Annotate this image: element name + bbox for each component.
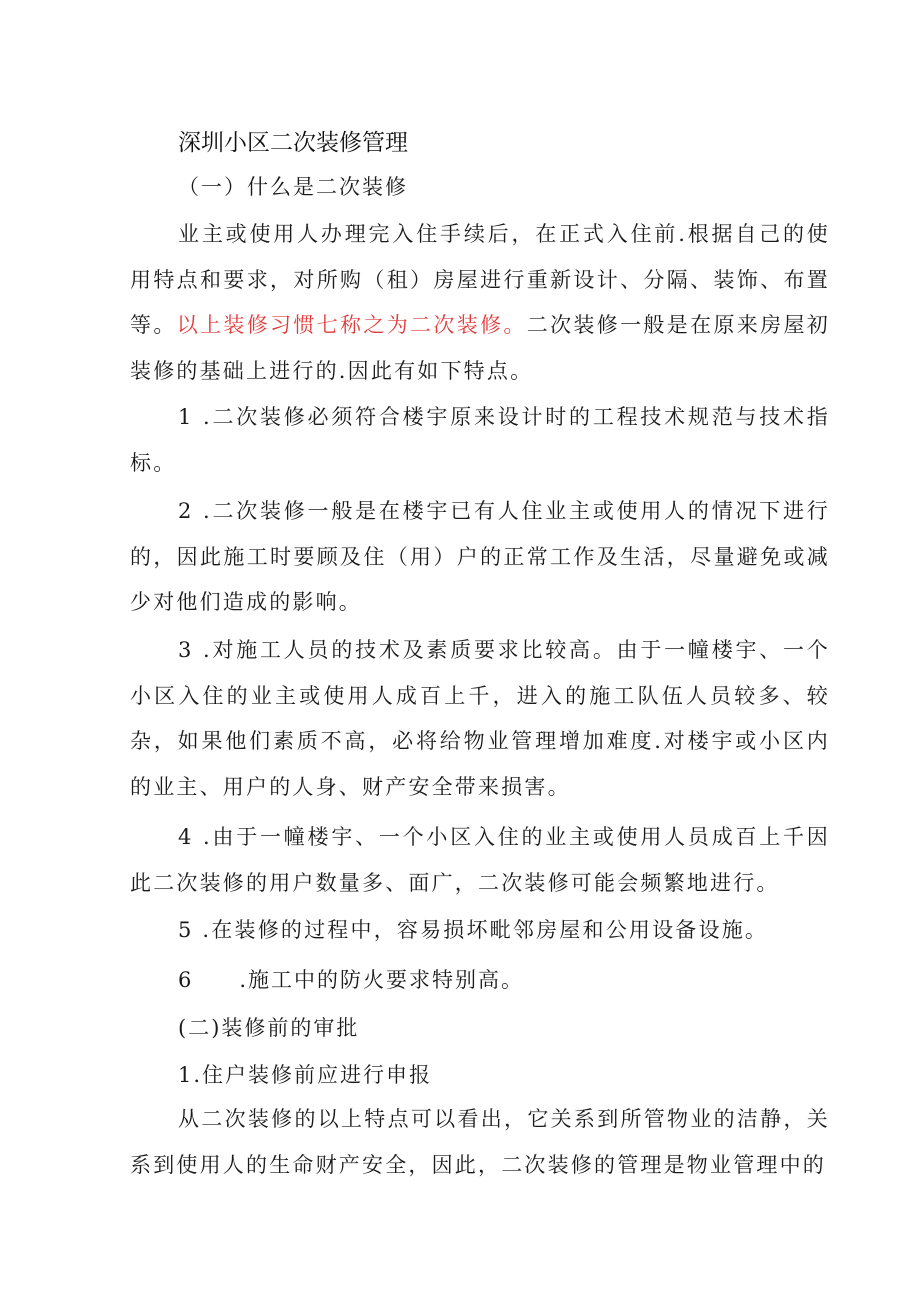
intro-text: 业主或使用人办理完入住手续后，在正式入住前.根据自己的使用特点和要求，对所购（租）房屋进行重新设计、分隔、装饰、布置等。: [130, 222, 830, 338]
point-paragraph: 5 .在装修的过程中，容易损坏毗邻房屋和公用设备设施。: [178, 918, 769, 942]
point-paragraph-6: [178, 964, 524, 994]
document-title: 深圳小区二次装修管理: [178, 130, 408, 156]
intro-text-continued: 二次装修一般是在原来房屋初装修的基础上进行的.因此有如下特点。: [130, 313, 830, 383]
point-text: .施工中的防火要求特别高。: [239, 968, 525, 992]
highlighted-text: 以上装修习惯七称之为二次装修。: [176, 313, 527, 338]
section-heading-1: （一）什么是二次装修: [178, 175, 408, 199]
point-paragraph: 4 .由于一幢楼宇、一个小区入住的业主或使用人员成百上千因此二次装修的用户数量多、面广，二次装修可能会频繁地进行。: [130, 825, 830, 895]
intro-paragraph: [130, 212, 830, 394]
point-number: 6: [178, 968, 194, 992]
closing-paragraph: 从二次装修的以上特点可以看出，它关系到所管物业的洁静，关系到使用人的生命财产安全，因此，二次装修的管理是物业管理中的: [130, 1107, 830, 1177]
point-paragraph: 1 .二次装修必须符合楼宇原来设计时的工程技术规范与技术指标。: [130, 405, 830, 475]
section-heading-2: (二)装修前的审批: [178, 1016, 360, 1040]
sub-item-heading: 1.住户装修前应进行申报: [178, 1063, 433, 1087]
point-paragraph: 2 .二次装修一般是在楼宇已有人住业主或使用人的情况下进行的，因此施工时要顾及住（用）户的正常工作及生活，尽量避免或减少对他们造成的影响。: [130, 499, 830, 615]
point-paragraph: 3 .对施工人员的技术及素质要求比较高。由于一幢楼宇、一个小区入住的业主或使用人成百上千，进入的施工队伍人员较多、较杂，如果他们素质不高，必将给物业管理增加难度.对楼宇或小区内的业主、用户的人身、财产安全带来损害。: [130, 638, 830, 799]
